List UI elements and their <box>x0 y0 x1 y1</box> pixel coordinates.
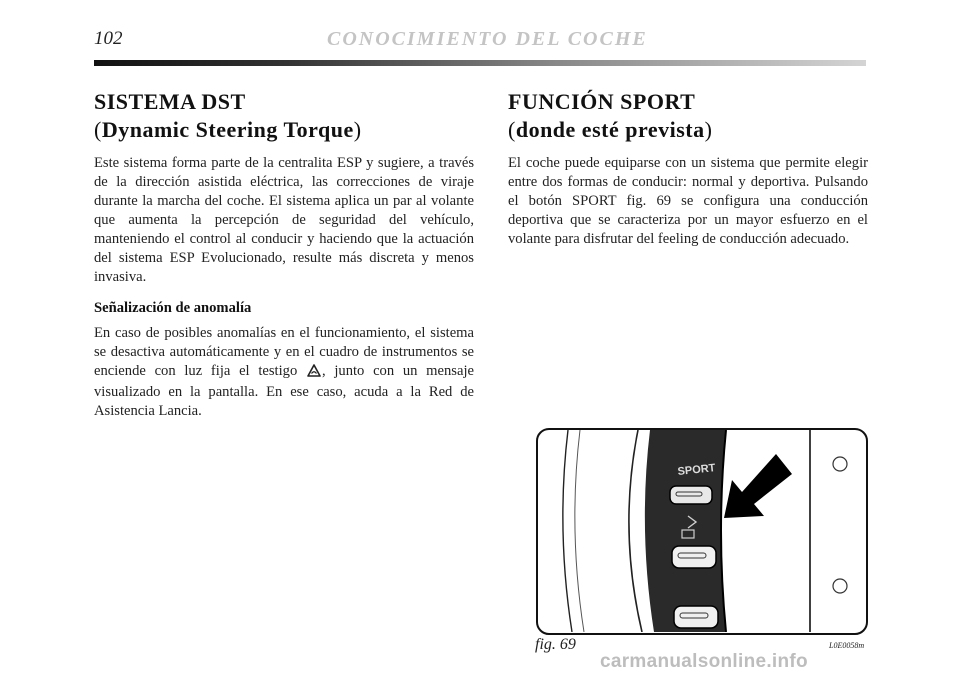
dst-paragraph: Este sistema forma parte de la centralita ESP y sugiere, a través de la dirección asistida eléctrica, las correcciones de viraje durante la marcha del coche. El sistema aplica un par al volante que aumenta la percepción de seguridad del vehículo, manteniendo el control al conducir y haciendo que la actuación del sistema ESP Evolucionado, resulte más discreta y menos invasiva. <box>94 155 474 285</box>
sport-title-open-paren: ( <box>508 117 516 142</box>
page-number: 102 <box>94 28 123 49</box>
sport-title-line1: FUNCIÓN SPORT <box>508 89 696 114</box>
left-column <box>94 88 474 433</box>
pointer-arrow <box>724 454 792 518</box>
dst-title-open-paren: ( <box>94 117 102 142</box>
watermark: carmanualsonline.info <box>600 651 808 672</box>
sport-paragraph: El coche puede equiparse con un sistema que permite elegir entre dos formas de conducir: normal y deportiva. Pulsando el botón SPORT fig. 69 se configura una conducción deportiva que se caracteriza por un mayor esfuerzo en el volante para disfrutar del feeling de conducción adecuado. <box>508 155 868 247</box>
figure-caption: fig. 69 <box>535 636 576 653</box>
anomaly-text-before: En caso de posibles anomalías en el funcionamiento, el sistema se desactiva automáticamente y en el cuadro de instrumentos se enciende con luz fija el testigo <box>94 325 474 379</box>
dst-title-line1: SISTEMA DST <box>94 89 246 114</box>
figure-69 <box>536 428 868 635</box>
sport-section-title <box>508 88 868 144</box>
dst-section-title <box>94 88 474 144</box>
sport-title-close-paren: ) <box>704 117 713 142</box>
header-rule <box>94 60 866 66</box>
running-header: CONOCIMIENTO DEL COCHE <box>327 28 648 50</box>
sport-title-line2: donde esté prevista <box>515 117 705 142</box>
figure-code: L0E0058m <box>829 641 865 650</box>
anomaly-paragraph <box>94 324 474 421</box>
dst-title-close-paren: ) <box>353 117 362 142</box>
sport-button-illustration <box>538 430 865 632</box>
right-column <box>508 88 868 261</box>
anomaly-subheading: Señalización de anomalía <box>94 300 252 316</box>
warning-triangle-icon <box>307 364 321 383</box>
sport-label: SPORT <box>677 462 717 478</box>
dst-title-line2: Dynamic Steering Torque <box>101 117 354 142</box>
anomaly-text-after: , junto con un mensaje visualizado en la pantalla. En ese caso, acuda a la Red de Asistencia Lancia. <box>94 363 474 419</box>
